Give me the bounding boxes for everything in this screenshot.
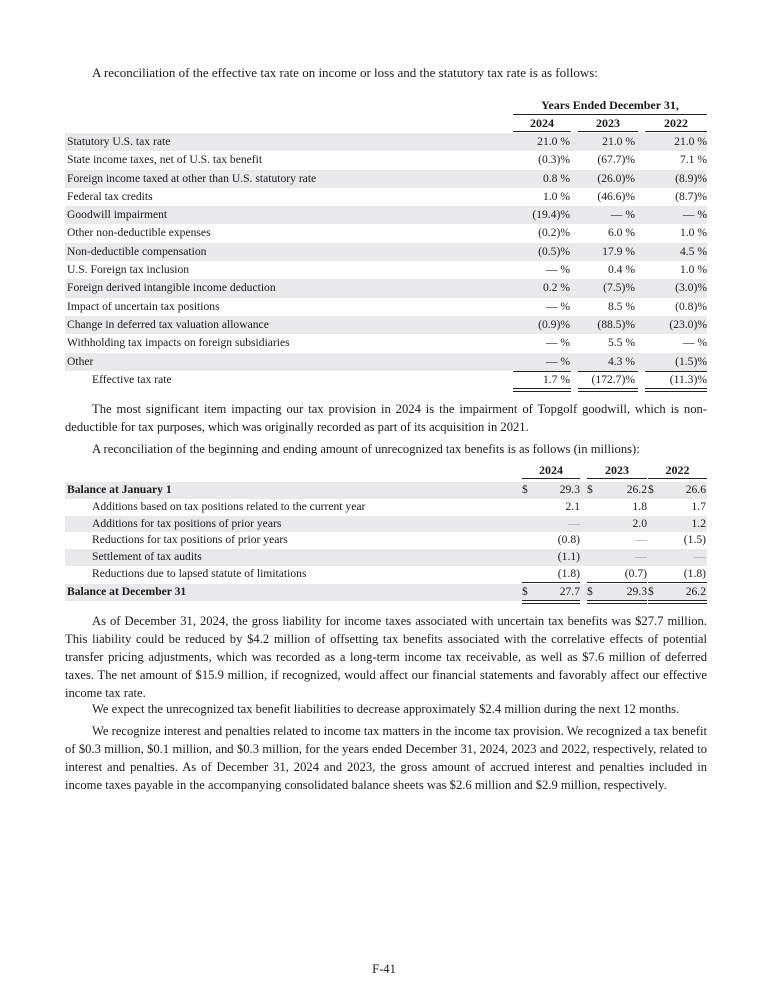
value-2022: 1.2	[691, 516, 706, 530]
value-2023: 1.8	[632, 499, 647, 513]
value-2023: (0.7)	[624, 566, 647, 580]
total-double-rule	[522, 600, 580, 604]
value-2022: (1.5)	[683, 533, 706, 547]
value-2023: (67.7)%	[597, 153, 635, 167]
value-2022: 21.0 %	[674, 135, 707, 148]
value-2024: 21.0 %	[537, 135, 570, 148]
table-row	[65, 206, 707, 224]
value-2023: (26.0)%	[597, 171, 635, 185]
value-2023: 0.4 %	[607, 263, 635, 277]
value-2024: —	[568, 516, 580, 530]
year-header-2024: 2024	[522, 463, 580, 479]
table-row	[65, 499, 707, 516]
value-2022: 1.7	[691, 499, 706, 513]
value-2023: 6.0 %	[607, 226, 635, 240]
value-2022: 7.1 %	[679, 153, 707, 167]
value-2024: 29.3	[559, 483, 580, 496]
row-label: Reductions for tax positions of prior years	[92, 533, 288, 547]
total-2022: (11.3)%	[669, 372, 707, 386]
row-label: Change in deferred tax valuation allowance	[67, 317, 269, 331]
value-2023: 5.5 %	[607, 336, 635, 350]
value-2023: —	[635, 550, 647, 564]
total-2023: (172.7)%	[591, 372, 635, 386]
row-label: Balance at December 31	[67, 584, 187, 598]
value-2024: (0.5)%	[538, 244, 570, 258]
value-2023: 2.0	[632, 516, 647, 530]
value-2022: (23.0)%	[669, 317, 707, 331]
value-2022: 1.0 %	[679, 226, 707, 240]
year-header-2022: 2022	[645, 116, 707, 132]
year-header-row	[65, 463, 707, 480]
value-2024: — %	[545, 336, 570, 350]
table-row	[65, 516, 707, 533]
row-label: Foreign derived intangible income deduction	[67, 281, 276, 295]
opening-balance-row	[65, 482, 707, 499]
total-double-rule	[578, 388, 638, 392]
year-header-2024: 2024	[513, 116, 571, 132]
table-row	[65, 279, 707, 297]
row-label: Other non-deductible expenses	[67, 226, 211, 240]
table-row	[65, 334, 707, 352]
value-2022: (0.8)%	[675, 299, 707, 313]
table-row	[65, 170, 707, 188]
row-label: Foreign income taxed at other than U.S. statutory rate	[67, 171, 317, 185]
unrecognized-intro: A reconciliation of the beginning and ending amount of unrecognized tax benefits is as follows (in millions):	[92, 442, 640, 456]
value-2022: 26.2	[685, 584, 706, 598]
value-2024: (0.8)	[557, 533, 580, 547]
value-2022: 1.0 %	[679, 263, 707, 277]
liability-paragraph: As of December 31, 2024, the gross liability for income taxes associated with uncertain tax benefits was $27.7 million. This liability could be reduced by $4.2 million of offsetting tax benefits associated with the correlative effects of potential transfer pricing adjustments, which was recorded as a long-term income tax receivable, as well as $7.6 million of deferred taxes. The net amount of $15.9 million, if recognized, would affect our financial statements and favorably affect our effective income tax rate.	[65, 614, 707, 700]
year-header-2023: 2023	[578, 116, 638, 132]
row-label: State income taxes, net of U.S. tax benefit	[67, 153, 263, 167]
value-2022: —	[694, 550, 706, 564]
value-2023: 21.0 %	[602, 135, 635, 148]
years-ended-header: Years Ended December 31,	[513, 98, 707, 115]
value-2022: (3.0)%	[675, 281, 707, 295]
value-2022: 4.5 %	[679, 244, 707, 258]
value-2023: (88.5)%	[597, 317, 635, 331]
row-label: Other	[67, 354, 94, 368]
table-row	[65, 566, 707, 583]
value-2024: (0.3)%	[538, 153, 570, 167]
value-2022: — %	[682, 336, 707, 350]
value-2023: 8.5 %	[607, 299, 635, 313]
closing-balance-row	[65, 584, 707, 601]
value-2024: — %	[545, 263, 570, 277]
year-header-2023: 2023	[587, 463, 647, 479]
row-label: Withholding tax impacts on foreign subsidiaries	[67, 336, 290, 350]
total-double-rule	[645, 388, 707, 392]
value-2024: (19.4)%	[532, 208, 570, 222]
table-row	[65, 243, 707, 261]
currency-symbol: $	[587, 584, 593, 598]
table-row	[65, 298, 707, 316]
value-2023: — %	[610, 208, 635, 222]
value-2023: 26.2	[626, 483, 647, 496]
table-row	[65, 532, 707, 549]
value-2022: (1.5)%	[675, 354, 707, 368]
total-double-rule	[513, 388, 571, 392]
table-row	[65, 261, 707, 279]
total-double-rule	[587, 600, 647, 604]
value-2024: (1.1)	[557, 550, 580, 564]
currency-symbol: $	[522, 483, 528, 496]
value-2024: (1.8)	[557, 566, 580, 580]
row-label: Goodwill impairment	[67, 208, 168, 222]
topgolf-paragraph: The most significant item impacting our tax provision in 2024 is the impairment of Topgolf goodwill, which is non-deductible for tax purposes, which was originally recorded as part of its acquisition in 2021.	[65, 402, 707, 434]
currency-symbol: $	[522, 584, 528, 598]
total-label: Effective tax rate	[92, 372, 172, 386]
year-header-row	[65, 116, 707, 132]
row-label: Reductions due to lapsed statute of limitations	[92, 566, 307, 580]
value-2023: —	[635, 533, 647, 547]
value-2024: — %	[545, 354, 570, 368]
value-2022: (8.9)%	[675, 171, 707, 185]
currency-symbol: $	[648, 483, 654, 496]
row-label: Non-deductible compensation	[67, 244, 207, 258]
table-row	[65, 353, 707, 371]
value-2024: 27.7	[559, 584, 580, 598]
interest-paragraph: We recognize interest and penalties related to income tax matters in the income tax provision. We recognized a tax benefit of $0.3 million, $0.1 million, and $0.3 million, for the years ended December 31, 2024, 2023 and 2022, respectively, related to interest and penalties. As of December 31, 2024 and 2023, the gross amount of accrued interest and penalties included in income taxes payable in the accompanying consolidated balance sheets was $2.6 million and $2.9 million, respectively.	[65, 724, 707, 792]
row-label: Balance at January 1	[67, 483, 172, 496]
total-double-rule	[648, 600, 707, 604]
value-2024: (0.2)%	[538, 226, 570, 240]
table-row	[65, 549, 707, 566]
currency-symbol: $	[587, 483, 593, 496]
value-2024: 2.1	[565, 499, 580, 513]
table-row	[65, 151, 707, 169]
value-2024: 1.0 %	[542, 189, 570, 203]
total-2024: 1.7 %	[542, 372, 570, 386]
value-2024: (0.9)%	[538, 317, 570, 331]
table-row	[65, 224, 707, 242]
tax-rate-intro: A reconciliation of the effective tax rate on income or loss and the statutory tax rate is as follows:	[92, 65, 598, 80]
value-2023: (7.5)%	[603, 281, 635, 295]
row-label: Additions for tax positions of prior years	[92, 516, 282, 530]
table-row	[65, 316, 707, 334]
value-2023: (46.6)%	[597, 189, 635, 203]
value-2022: (1.8)	[683, 566, 706, 580]
row-label: Additions based on tax positions related to the current year	[92, 499, 366, 513]
row-label: Federal tax credits	[67, 189, 153, 203]
value-2022: — %	[682, 208, 707, 222]
value-2023: 4.3 %	[607, 354, 635, 368]
year-header-2022: 2022	[648, 463, 707, 479]
row-label: Impact of uncertain tax positions	[67, 299, 220, 313]
value-2023: 29.3	[626, 584, 647, 598]
page-number: F-41	[372, 962, 396, 976]
row-label: Settlement of tax audits	[92, 550, 202, 564]
table-row	[65, 133, 707, 151]
row-label: Statutory U.S. tax rate	[67, 135, 171, 148]
value-2024: 0.2 %	[542, 281, 570, 295]
total-row	[65, 371, 707, 389]
value-2022: 26.6	[685, 483, 706, 496]
table-row	[65, 188, 707, 206]
value-2023: 17.9 %	[602, 244, 635, 258]
currency-symbol: $	[648, 584, 654, 598]
row-label: U.S. Foreign tax inclusion	[67, 263, 190, 277]
expect-paragraph: We expect the unrecognized tax benefit liabilities to decrease approximately $2.4 million during the next 12 months.	[92, 702, 680, 716]
value-2024: 0.8 %	[542, 171, 570, 185]
value-2022: (8.7)%	[675, 189, 707, 203]
value-2024: — %	[545, 299, 570, 313]
